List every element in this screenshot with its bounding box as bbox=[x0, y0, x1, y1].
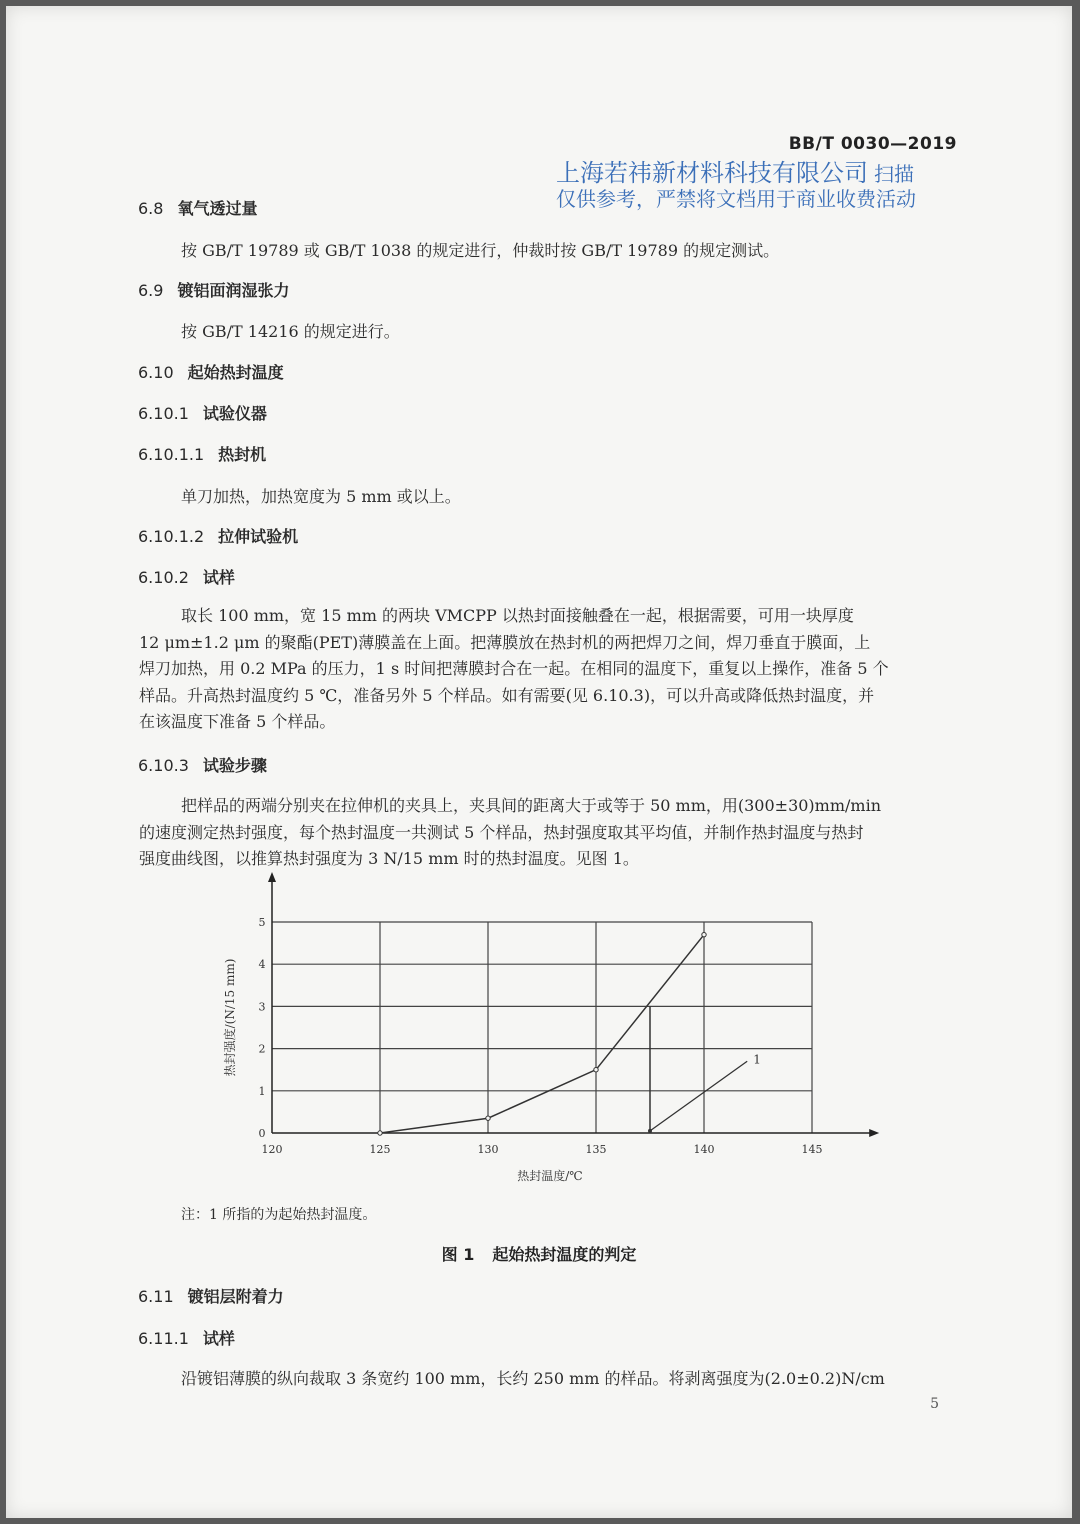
chart-series bbox=[378, 932, 747, 1135]
text-6-10-1-1: 单刀加热，加热宽度为 5 mm 或以上。 bbox=[181, 487, 461, 506]
chart-grid bbox=[272, 922, 812, 1133]
text-6-8: 按 GB/T 19789 或 GB/T 1038 的规定进行，仲裁时按 GB/T 19789 的规定测试。 bbox=[181, 241, 780, 260]
standard-code: BB/T 0030—2019 bbox=[788, 134, 957, 154]
heading-6-11-1: 6.11.1 试样 bbox=[138, 1329, 235, 1348]
text-6-11-1: 沿镀铝薄膜的纵向裁取 3 条宽约 100 mm，长约 250 mm 的样品。将剥离强度为(2.0±0.2)N/cm bbox=[181, 1369, 885, 1388]
x-axis-label: 热封温度/℃ bbox=[517, 1169, 583, 1183]
watermark-notice: 仅供参考，严禁将文档用于商业收费活动 bbox=[556, 187, 916, 211]
heading-6-10-2: 6.10.2 试样 bbox=[138, 568, 235, 587]
x-axis-arrow bbox=[869, 1129, 879, 1137]
paragraph-line: 把样品的两端分别夹在拉伸机的夹具上，夹具间的距离大于或等于 50 mm，用(300±30)mm/min bbox=[181, 796, 881, 815]
x-tick-label: 130 bbox=[477, 1143, 499, 1156]
paragraph-line: 强度曲线图，以推算热封强度为 3 N/15 mm 时的热封温度。见图 1。 bbox=[139, 849, 639, 868]
watermark-scan-label: 扫描 bbox=[874, 162, 914, 186]
heading-6-8: 6.8 氧气透过量 bbox=[138, 199, 258, 218]
annotation-line bbox=[650, 1061, 747, 1131]
y-axis-arrow bbox=[268, 872, 276, 882]
paragraph-line: 12 μm±1.2 μm 的聚酯(PET)薄膜盖在上面。把薄膜放在热封机的两把焊刀之间，焊刀垂直于膜面，上 bbox=[139, 632, 871, 652]
x-tick-label: 125 bbox=[369, 1143, 391, 1156]
annotation-label: 1 bbox=[753, 1052, 761, 1067]
paragraph-line: 焊刀加热，用 0.2 MPa 的压力，1 s 时间把薄膜封合在一起。在相同的温度下，重复以上操作，准备 5 个 bbox=[139, 659, 889, 678]
document-page bbox=[6, 6, 1072, 1518]
y-tick-label: 4 bbox=[258, 958, 266, 972]
data-point bbox=[378, 1131, 382, 1135]
heading-6-10-1: 6.10.1 试验仪器 bbox=[138, 404, 267, 423]
y-tick-label: 5 bbox=[258, 916, 266, 929]
x-tick-label: 135 bbox=[585, 1143, 607, 1156]
data-point bbox=[594, 1068, 598, 1072]
heading-6-11: 6.11 镀铝层附着力 bbox=[138, 1287, 284, 1306]
y-tick-label: 2 bbox=[258, 1042, 266, 1056]
figure-note: 注：1 所指的为起始热封温度。 bbox=[181, 1207, 377, 1223]
x-tick-label: 120 bbox=[261, 1143, 283, 1156]
annotation-start bbox=[648, 1129, 652, 1133]
paragraph-line: 的速度测定热封强度，每个热封温度一共测试 5 个样品，热封强度取其平均值，并制作热封温度与热封 bbox=[139, 822, 864, 842]
watermark-company: 上海若祎新材料科技有限公司 扫描 bbox=[556, 159, 914, 187]
chart-axes bbox=[268, 872, 879, 1137]
y-tick-label: 0 bbox=[258, 1127, 266, 1140]
data-point bbox=[486, 1116, 490, 1120]
paragraph-line: 样品。升高热封温度约 5 ℃，准备另外 5 个样品。如有需要(见 6.10.3)，可以升高或降低热封温度，并 bbox=[139, 685, 875, 705]
y-axis-label: 热封强度/(N/15 mm) bbox=[223, 958, 237, 1077]
figure-caption: 图 1 起始热封温度的判定 bbox=[441, 1245, 637, 1264]
y-tick-label: 1 bbox=[258, 1084, 266, 1098]
heading-6-10: 6.10 起始热封温度 bbox=[138, 363, 284, 382]
text-6-9: 按 GB/T 14216 的规定进行。 bbox=[181, 322, 400, 341]
x-tick-label: 145 bbox=[801, 1143, 823, 1156]
data-point bbox=[702, 932, 706, 936]
heading-6-10-1-2: 6.10.1.2 拉伸试验机 bbox=[138, 527, 299, 546]
page-number: 5 bbox=[930, 1396, 939, 1412]
x-tick-label: 140 bbox=[693, 1143, 715, 1156]
paragraph-line: 在该温度下准备 5 个样品。 bbox=[139, 712, 336, 731]
y-tick-label: 3 bbox=[258, 1000, 266, 1014]
heading-6-10-1-1: 6.10.1.1 热封机 bbox=[138, 445, 267, 464]
heading-6-10-3: 6.10.3 试验步骤 bbox=[138, 756, 267, 775]
chart-tick-labels bbox=[259, 916, 823, 1156]
heading-6-9: 6.9 镀铝面润湿张力 bbox=[138, 281, 290, 300]
paragraph-line: 取长 100 mm，宽 15 mm 的两块 VMCPP 以热封面接触叠在一起，根据需要，可用一块厚度 bbox=[181, 606, 854, 625]
